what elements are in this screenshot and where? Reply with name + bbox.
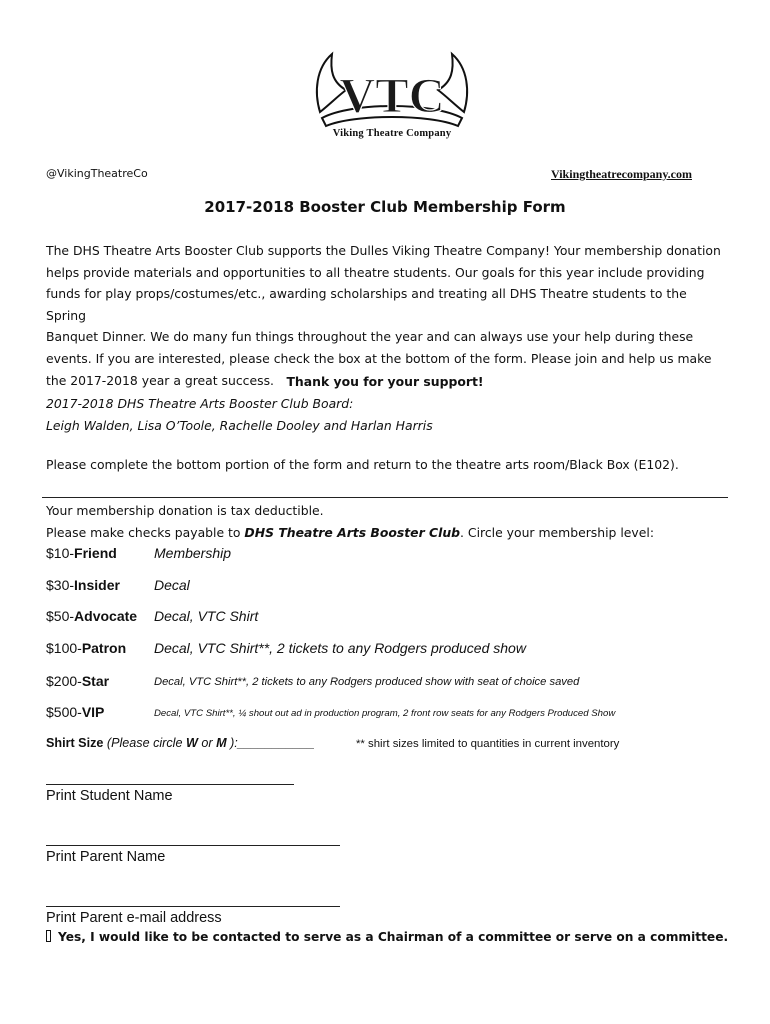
benefit-vip: Decal, VTC Shirt**, ¼ shout out ad in production program, 2 front row seats for any Rodgers Produced Show — [154, 708, 616, 719]
intro-line: events. If you are interested, please check the box at the bottom of the form. Please join and help us make — [46, 350, 712, 366]
shirt-option-m[interactable]: M — [216, 736, 227, 750]
tax-note: Your membership donation is tax deductible. — [46, 503, 324, 518]
checks-payable-note: Please make checks payable to DHS Theatre Arts Booster Club. Circle your membership level: — [46, 525, 654, 540]
level-vip[interactable]: $500-VIP — [46, 704, 105, 720]
intro-line: Banquet Dinner. We do many fun things throughout the year and can always use your help during these — [46, 329, 694, 345]
social-handle: @VikingTheatreCo — [46, 167, 148, 180]
committee-checkbox[interactable] — [46, 930, 51, 942]
return-instructions: Please complete the bottom portion of the form and return to the theatre arts room/Black Box (E102). — [46, 457, 679, 472]
shirt-size-field[interactable]: Shirt Size (Please circle W or M ):___________ — [46, 736, 315, 750]
benefit-friend: Membership — [154, 545, 232, 561]
viking-helmet-logo-icon — [312, 48, 472, 130]
level-friend[interactable]: $10-Friend — [46, 545, 117, 561]
student-name-line[interactable] — [46, 784, 294, 785]
intro-line: funds for play props/costumes/etc., awarding scholarships and treating all DHS Theatre students to the Spring — [46, 286, 687, 323]
intro-line: the 2017-2018 year a great success. — [46, 372, 274, 388]
board-members: Leigh Walden, Lisa O’Toole, Rachelle Dooley and Harlan Harris — [46, 418, 433, 433]
parent-email-label: Print Parent e-mail address — [46, 910, 222, 926]
payee-name: DHS Theatre Arts Booster Club — [244, 525, 461, 540]
cut-line-divider — [42, 497, 728, 498]
benefit-patron: Decal, VTC Shirt**, 2 tickets to any Rodgers produced show — [154, 640, 526, 656]
committee-contact-label: Yes, I would like to be contacted to serve as a Chairman of a committee or serve on a committee. — [58, 930, 729, 944]
parent-name-line[interactable] — [46, 845, 340, 846]
intro-paragraph — [46, 240, 726, 391]
level-advocate[interactable]: $50-Advocate — [46, 608, 138, 624]
student-name-label: Print Student Name — [46, 788, 173, 804]
intro-line: The DHS Theatre Arts Booster Club supports the Dulles Viking Theatre Company! Your membership donation — [46, 243, 721, 258]
vtc-logo — [312, 48, 472, 152]
benefit-star: Decal, VTC Shirt**, 2 tickets to any Rodgers produced show with seat of choice saved — [154, 676, 580, 688]
shirt-option-w[interactable]: W — [185, 736, 198, 750]
board-title: 2017-2018 DHS Theatre Arts Booster Club Board: — [46, 396, 354, 411]
level-insider[interactable]: $30-Insider — [46, 577, 120, 593]
level-star[interactable]: $200-Star — [46, 673, 110, 689]
level-patron[interactable]: $100-Patron — [46, 640, 127, 656]
logo-caption: Viking Theatre Company — [332, 128, 452, 139]
website-link[interactable]: Vikingtheatrecompany.com — [551, 167, 692, 181]
shirt-size-note: ** shirt sizes limited to quantities in current inventory — [356, 738, 620, 750]
benefit-advocate: Decal, VTC Shirt — [154, 608, 259, 624]
form-title: 2017-2018 Booster Club Membership Form — [204, 198, 566, 216]
thanks-text: Thank you for your support! — [286, 374, 484, 389]
intro-line: helps provide materials and opportunities to all theatre students. Our goals for this year include providing — [46, 264, 705, 280]
parent-email-line[interactable] — [46, 906, 340, 907]
benefit-insider: Decal — [154, 577, 190, 593]
committee-contact-option[interactable] — [46, 930, 728, 944]
svg-text:VTC: VTC — [339, 67, 445, 123]
parent-name-label: Print Parent Name — [46, 849, 166, 865]
